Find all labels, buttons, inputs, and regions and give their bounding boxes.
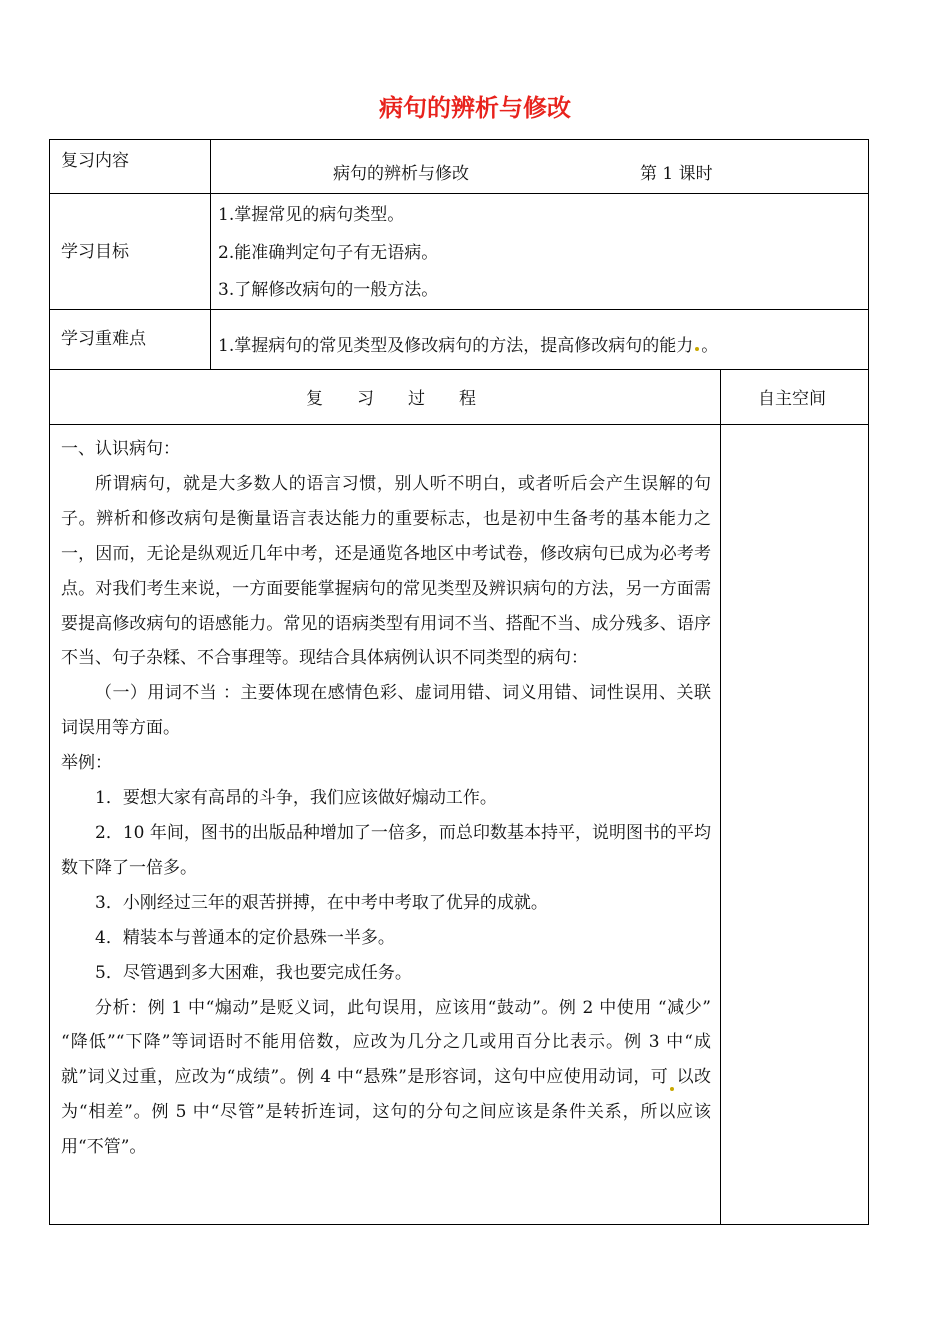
table-rule [49, 369, 869, 370]
table-rule [49, 309, 869, 310]
process-header: 复 习 过 程 [306, 389, 476, 409]
lesson-period: 第 1 课时 [640, 164, 713, 184]
example-item: 2．10 年间，图书的出版品种增加了一倍多，而总印数基本持平，说明图书的平均数下降了一倍多。 [61, 822, 711, 878]
intro-paragraph: 所谓病句，就是大多数人的语言习惯，别人听不明白，或者听后会产生误解的句子。辨析和修改病句是衡量语言表达能力的重要标志，也是初中生备考的基本能力之一，因而，无论是纵观近几年中考，还是通览各地区中考试卷，修改病句已成为必考考点。对我们考生来说，一方面要能掌握病句的常见类型及辨识病句的方法，另一方面需要提高修改病句的语感能力。常见的语病类型有用词不当、搭配不当、成分残多、语序不当、句子杂糅、不合事理等。现结合具体病例认识不同类型的病句： [61, 473, 711, 669]
analysis-paragraph: 分析：例 1 中“煽动”是贬义词，此句误用，应该用“鼓动”。例 2 中使用 “减少” “降低”“下降”等词语时不能用倍数，应改为几分之几或用百分比表示。例 3 中“成就”词义过重，应改为“成绩”。例 4 中“悬殊”是形容词，这句中应使用动词，可 以改为“相差”。例 5 中“尽管”是转折连词，这句的分句之间应该是条件关系，所以应该用“不管”。 [61, 997, 711, 1158]
key-points-label: 学习重难点 [61, 329, 146, 349]
subsection-heading: （一）用词不当 ：主要体现在感情色彩、虚词用错、词义用错、词性误用、关联词误用等方面。 [61, 683, 711, 739]
examples-label: 举例： [61, 753, 112, 774]
review-body [61, 432, 711, 1165]
learning-goals-label: 学习目标 [61, 242, 129, 262]
mark-dot [695, 347, 699, 351]
section-heading: 一、认识病句： [61, 439, 180, 459]
example-item: 1．要想大家有高昂的斗争，我们应该做好煽动工作。 [95, 788, 497, 809]
mark-dot [670, 1087, 674, 1091]
self-space-header: 自主空间 [758, 389, 826, 409]
goal-item: 3.了解修改病句的一般方法。 [218, 280, 439, 300]
example-item: 5．尽管遇到多大困难，我也要完成任务。 [95, 962, 412, 983]
key-points-text: 1.掌握病句的常见类型及修改病句的方法，提高修改病句的能力 。 [218, 336, 719, 356]
goal-item: 1.掌握常见的病句类型。 [218, 205, 405, 225]
table-rule [49, 424, 869, 425]
review-topic: 病句的辨析与修改 [333, 164, 469, 184]
review-content-label: 复习内容 [61, 151, 129, 171]
page-title: 病句的辨析与修改 [379, 94, 571, 122]
example-item: 4．精装本与普通本的定价悬殊一半多。 [95, 927, 395, 948]
goal-item: 2.能准确判定句子有无语病。 [218, 243, 439, 263]
table-rule [720, 369, 721, 1225]
table-rule [49, 193, 869, 194]
table-rule [210, 139, 211, 369]
example-item: 3．小刚经过三年的艰苦拼搏，在中考中考取了优异的成就。 [95, 892, 548, 913]
